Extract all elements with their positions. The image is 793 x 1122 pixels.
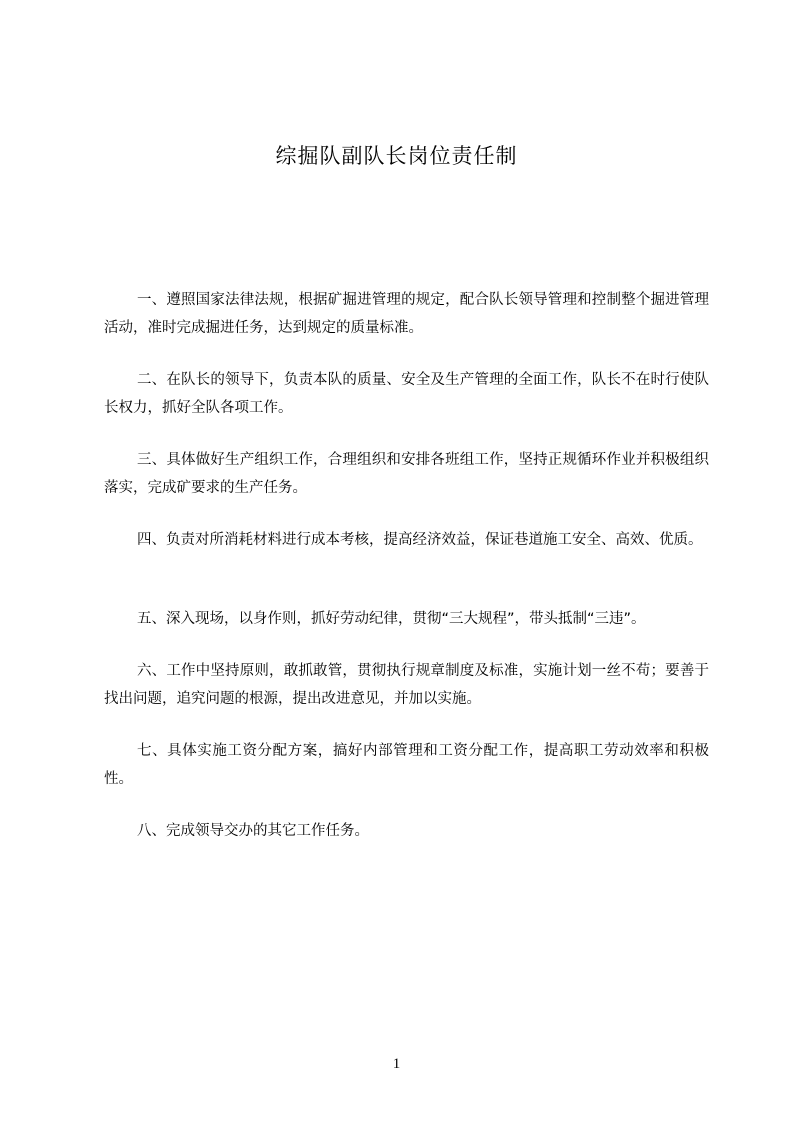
clause-2: 二、在队长的领导下，负责本队的质量、安全及生产管理的全面工作，队长不在时行使队长权力，抓好全队各项工作。	[104, 372, 709, 416]
clause-7: 七、具体实施工资分配方案，搞好内部管理和工资分配工作，提高职工劳动效率和积极性。	[104, 743, 709, 787]
clause-4: 四、负责对所消耗材料进行成本考核，提高经济效益，保证巷道施工安全、高效、优质。	[137, 532, 703, 548]
document-title: 综掘队副队长岗位责任制	[275, 144, 518, 168]
clause-8: 八、完成领导交办的其它工作任务。	[137, 823, 369, 839]
clause-5: 五、深入现场，以身作则，抓好劳动纪律，贯彻“三大规程”，带头抵制“三违”。	[137, 611, 646, 627]
clause-1: 一、遵照国家法律法规，根据矿掘进管理的规定，配合队长领导管理和控制整个掘进管理活动，准时完成掘进任务，达到规定的质量标准。	[104, 292, 709, 336]
clause-3: 三、具体做好生产组织工作，合理组织和安排各班组工作，坚持正规循环作业并积极组织落实，完成矿要求的生产任务。	[104, 452, 709, 496]
page-number: 1	[392, 1056, 401, 1072]
clause-6: 六、工作中坚持原则，敢抓敢管，贯彻执行规章制度及标准，实施计划一丝不苟；要善于找出问题，追究问题的根源，提出改进意见，并加以实施。	[104, 663, 709, 707]
